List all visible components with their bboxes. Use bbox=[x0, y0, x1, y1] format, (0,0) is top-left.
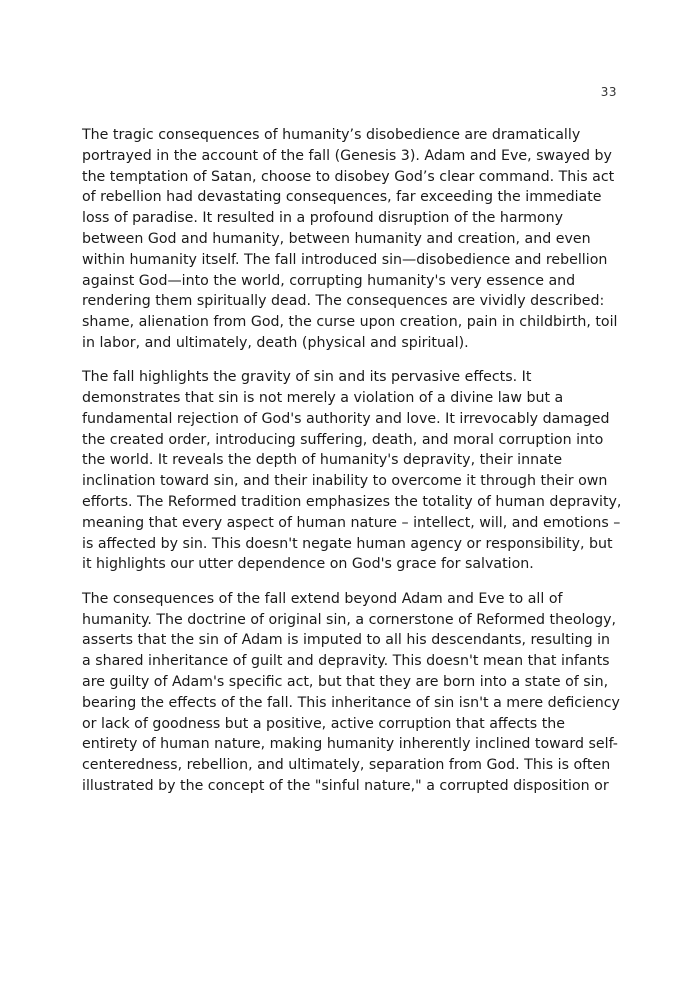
paragraph-1: The tragic consequences of humanity’s disobedience are dramatically portrayed in the account of the fall (Genesis 3). Adam and Eve, swayed by the temptation of Satan, choose to disobey God’s clear command. This act of rebellion had devastating consequences, far exceeding the immediate loss of paradise. It resulted in a profound disruption of the harmony between God and humanity, between humanity and creation, and even within humanity itself. The fall introduced sin—disobedience and rebellion against God—into the world, corrupting humanity's very essence and rendering them spiritually dead. The consequences are vividly described: shame, alienation from God, the curse upon creation, pain in childbirth, toil in labor, and ultimately, death (physical and spiritual). bbox=[82, 127, 618, 351]
paragraph-3: The consequences of the fall extend beyond Adam and Eve to all of humanity. The doctrine of original sin, a cornerstone of Reformed theology, asserts that the sin of Adam is imputed to all his descendants, resulting in a shared inheritance of guilt and depravity. This doesn't mean that infants are guilty of Adam's specific act, but that they are born into a state of sin, bearing the effects of the fall. This inheritance of sin isn't a mere deficiency or lack of goodness but a positive, active corruption that affects the entirety of human nature, making humanity inherently inclined toward self-centeredness, rebellion, and ultimately, separation from God. This is often illustrated by the concept of the "sinful nature," a corrupted disposition or bbox=[82, 590, 620, 794]
page-number: 33 bbox=[600, 85, 617, 99]
page-body bbox=[82, 125, 622, 810]
paragraph-2: The fall highlights the gravity of sin and its pervasive effects. It demonstrates that sin is not merely a violation of a divine law but a fundamental rejection of God's authority and love. It irrevocably damaged the created order, introducing suffering, death, and moral corruption into the world. It reveals the depth of humanity's depravity, their innate inclination toward sin, and their inability to overcome it through their own efforts. The Reformed tradition emphasizes the totality of human depravity, meaning that every aspect of human nature – intellect, will, and emotions – is affected by sin. This doesn't negate human agency or responsibility, but it highlights our utter dependence on God's grace for salvation. bbox=[82, 369, 622, 573]
